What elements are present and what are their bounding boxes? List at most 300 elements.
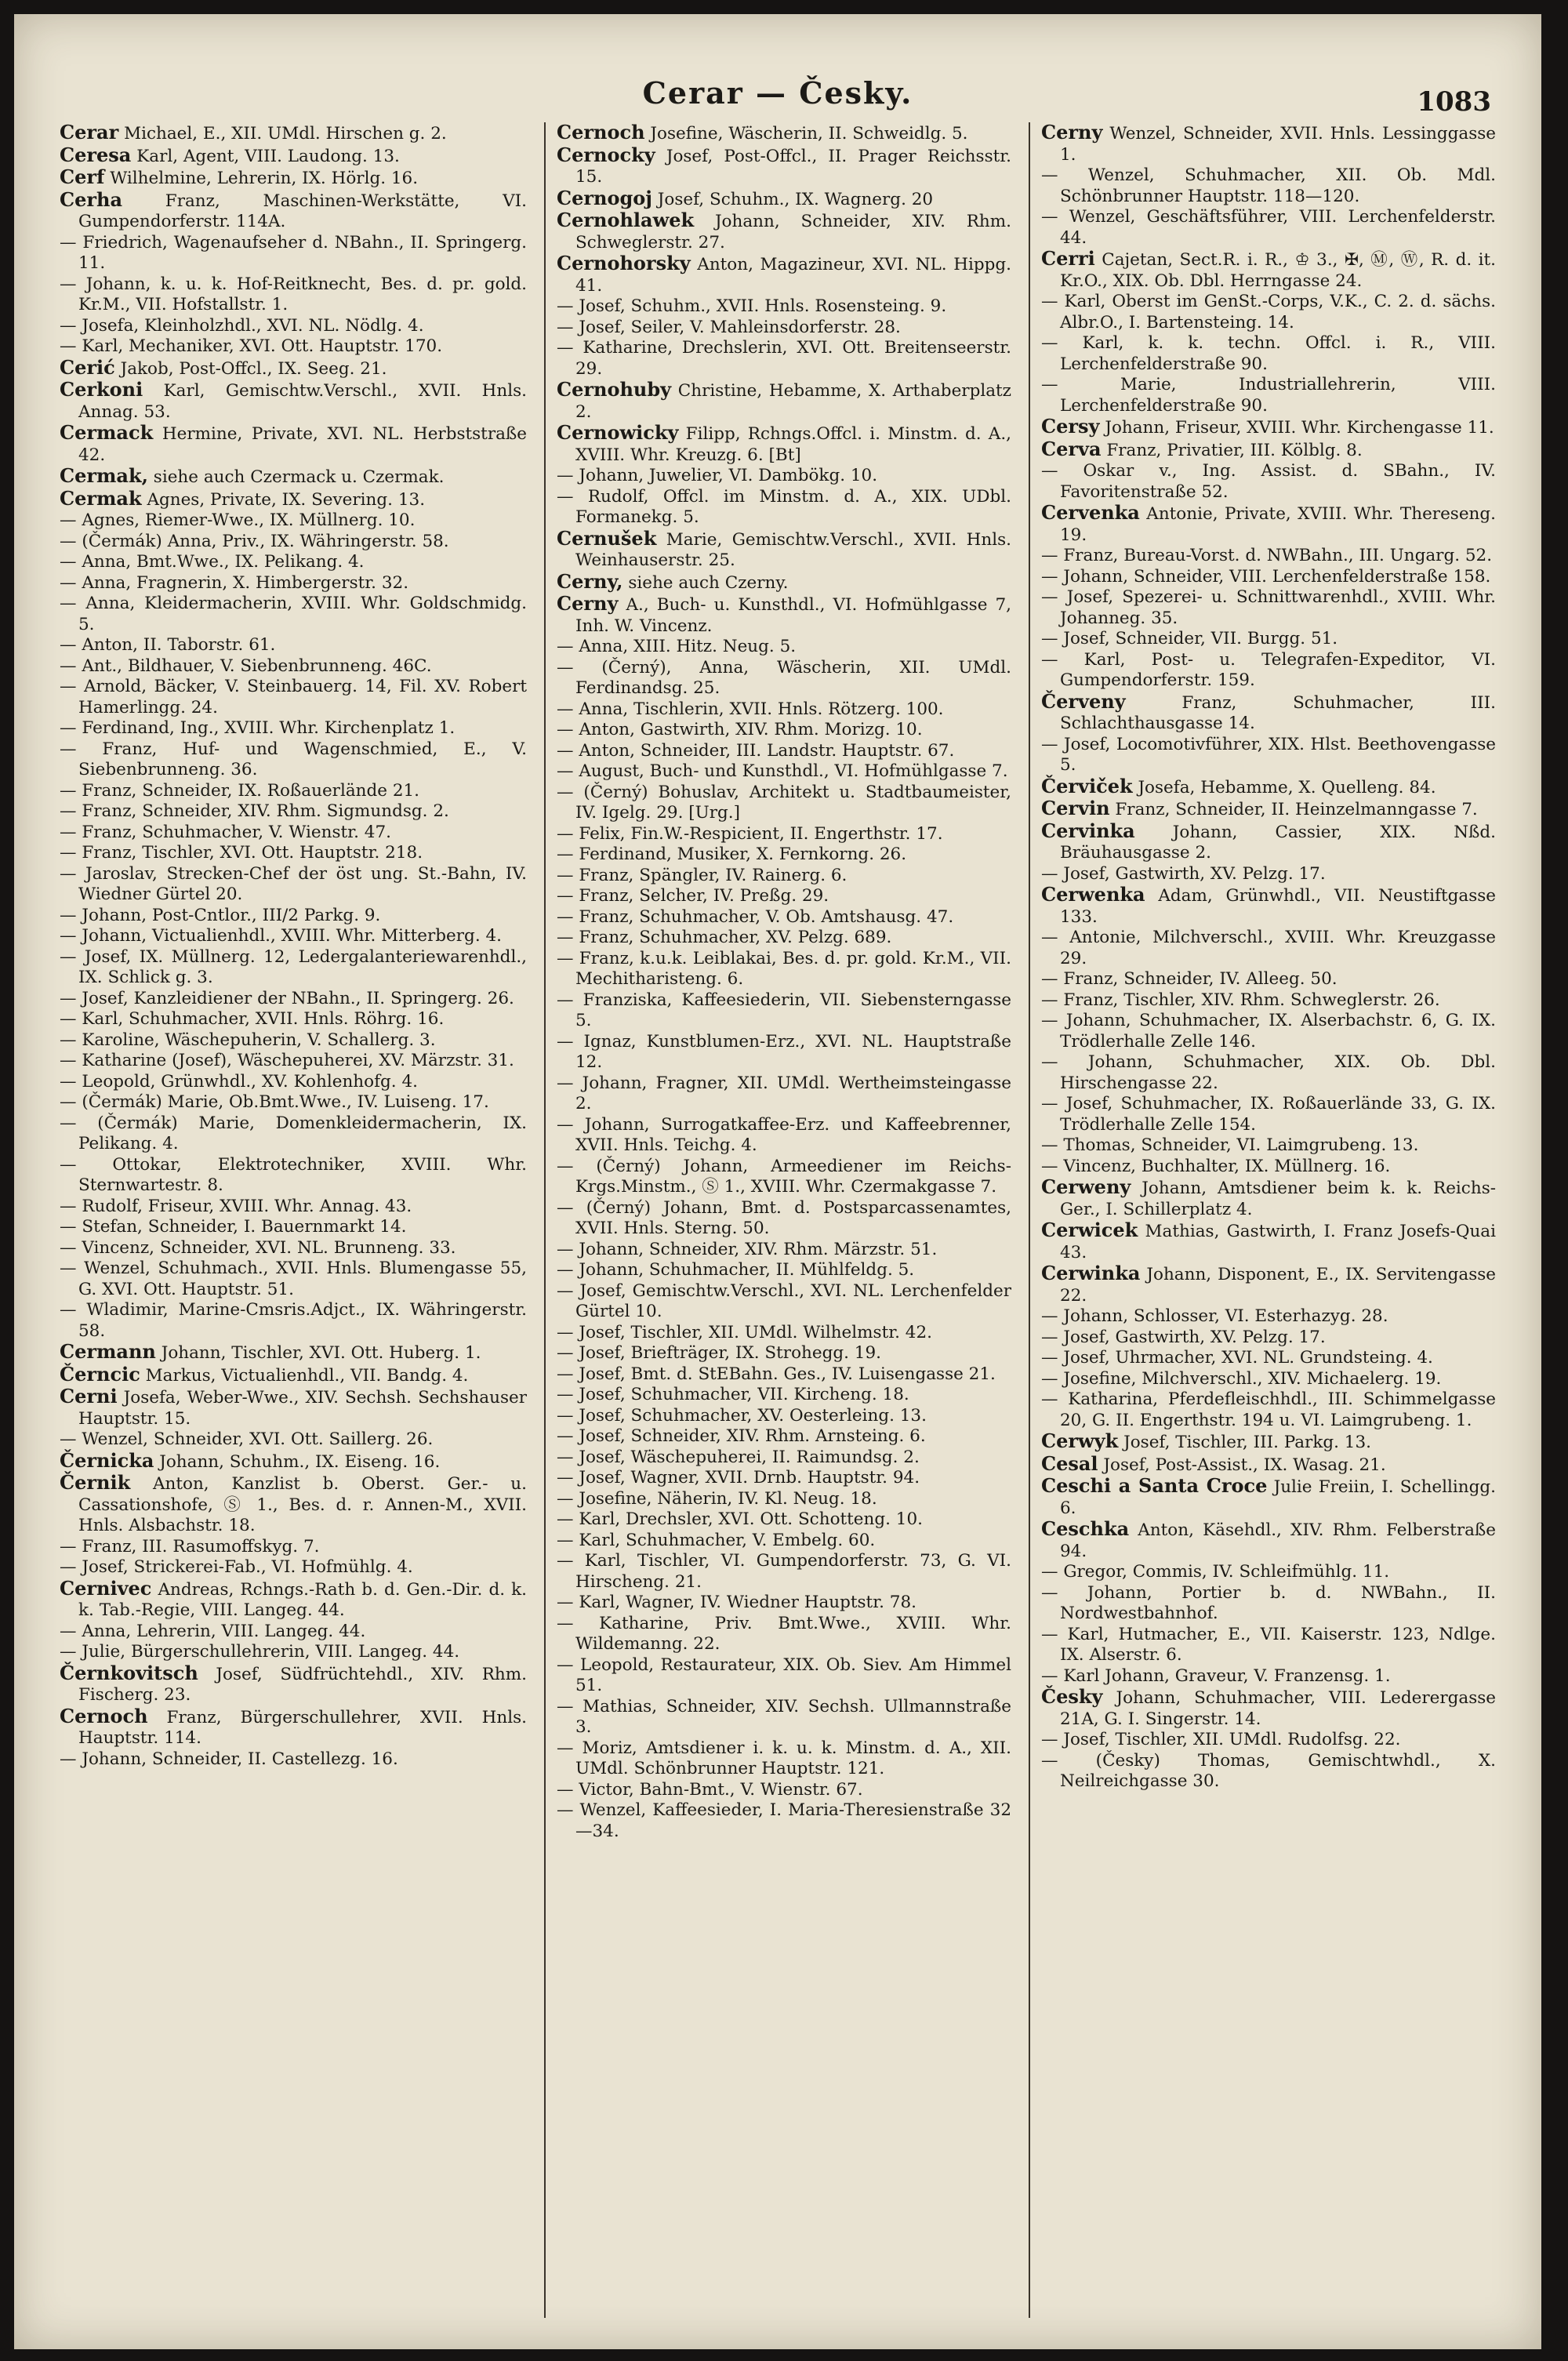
entry-surname: Ceschka [1041,1517,1130,1540]
directory-entry [557,1655,1011,1697]
directory-entry [60,532,527,553]
entry-details: Johann, Tischler, XVI. Ott. Huberg. 1. [161,1343,481,1363]
entry-details: — Josef, Schuhmacher, IX. Roßauerlände 33, G. IX. Trödlerhalle Zelle 154. [1041,1094,1496,1135]
directory-entry [1041,1328,1496,1349]
entry-details: — Agnes, Riemer-Wwe., IX. Müllnerg. 10. [60,510,416,530]
entry-details: — Wenzel, Schuhmach., XVII. Hnls. Blumengasse 55, G. XVI. Ott. Hauptstr. 51. [60,1259,527,1299]
entry-details: Michael, E., XII. UMdl. Hirschen g. 2. [124,124,447,143]
directory-entry [557,253,1011,296]
directory-entry [557,845,1011,866]
entry-details: — Johann, Fragner, XII. UMdl. Wertheimsteingasse 2. [557,1073,1011,1113]
directory-entry [60,1155,527,1197]
directory-entry [557,1260,1011,1281]
directory-entry [1041,1431,1496,1454]
directory-entry [557,783,1011,824]
directory-entry [60,423,527,466]
entry-details: Franz, Schneider, II. Heinzelmanngasse 7. [1115,800,1478,819]
entry-details: Johann, Schuhm., IX. Eiseng. 16. [159,1451,441,1472]
entry-details: — Josef, Strickerei-Fab., VI. Hofmühlg. 4. [60,1557,413,1577]
directory-entry [60,510,527,532]
directory-entry [557,1426,1011,1447]
directory-entry [1041,689,1496,735]
directory-entry [557,741,1011,762]
entry-details: — Johann, k. u. k. Hof-Reitknecht, Bes. d. pr. gold. Kr.M., VII. Hofstallstr. 1. [60,274,527,314]
entry-details: — Josef, Seiler, V. Mahleinsdorferstr. 28. [557,317,901,337]
entry-details: — Karl, Oberst im GenSt.-Corps, V.K., C. 2. d. sächs. Albr.O., I. Bartensteing. 14. [1041,292,1496,332]
entry-details: — Franz, Bureau-Vorst. d. NWBahn., III. Ungarg. 52. [1041,546,1493,565]
directory-entry [60,635,527,656]
directory-entry [1041,1220,1496,1263]
entry-details: — Johann, Schuhmacher, II. Mühlfeldg. 5. [557,1260,915,1280]
entry-details: — Johann, Schuhmacher, XIX. Ob. Dbl. Hirschengasse 22. [1041,1052,1496,1093]
entry-details: Jakob, Post-Offcl., IX. Seeg. 21. [120,358,387,379]
entry-details: — Leopold, Grünwhdl., XV. Kohlenhofg. 4. [60,1071,418,1092]
entry-details: — Josef, Briefträger, IX. Strohegg. 19. [557,1343,881,1363]
directory-entry [557,380,1011,423]
directory-entry [557,569,1011,594]
directory-entry [60,989,527,1010]
directory-entry [60,947,527,989]
directory-entry [557,637,1011,658]
entry-details: — Wenzel, Schneider, XVI. Ott. Saillerg. 26. [60,1429,434,1449]
entry-details: — Karl, Schuhmacher, XVII. Hnls. Röhrg. 16. [60,1009,445,1029]
entry-details: Johann, Disponent, E., IX. Servitengasse 22. [1060,1265,1496,1306]
entry-details: Josef, Schuhm., IX. Wagnerg. 20 [657,189,934,209]
directory-entry [557,1738,1011,1780]
directory-entry [1041,1687,1496,1730]
directory-entry [60,552,527,573]
directory-entry [1041,546,1496,567]
directory-entry [1041,165,1496,207]
entry-surname: Cerwinka [1041,1262,1141,1284]
directory-entry [1041,884,1496,928]
entry-surname: Cerni [60,1385,118,1408]
entry-surname: Cernohuby [557,378,672,401]
entry-surname: Cernoch [557,122,645,143]
entry-surname: Černik [60,1471,131,1494]
entry-details: — Karl, k. k. techn. Offcl. i. R., VIII. Lerchenfelderstraße 90. [1041,333,1496,374]
entry-details: — Johann, Schneider, II. Castellezg. 16. [60,1749,398,1769]
directory-entry [1041,1519,1496,1562]
entry-details: — Franz, Schuhmacher, V. Wienstr. 47. [60,822,391,842]
directory-entry [557,1323,1011,1344]
entry-details: Josef, Post-Offcl., II. Prager Reichsstr. 15. [575,146,1011,187]
entry-details: — Wenzel, Schuhmacher, XII. Ob. Mdl. Schönbrunner Hauptstr. 118—120. [1041,165,1496,206]
directory-entry [60,1113,527,1155]
directory-entry [557,658,1011,699]
entry-details: — Karoline, Wäschepuherin, V. Schallerg. 3. [60,1030,436,1050]
directory-entry [60,167,527,190]
entry-details: — Anna, Fragnerin, X. Himbergerstr. 32. [60,572,409,593]
directory-entry [60,1009,527,1030]
entry-surname: Cermak, [60,464,148,487]
entry-details: Julie Freiin, I. Schellingg. 6. [1060,1477,1496,1518]
directory-entry [1041,1157,1496,1178]
directory-entry [60,926,527,947]
directory-entry [60,1386,527,1429]
entry-surname: Cerkoni [60,378,143,401]
directory-entry [1041,798,1496,821]
directory-entry [1041,735,1496,776]
entry-surname: Cerar [60,122,119,143]
directory-entry [60,122,527,145]
directory-entry [557,699,1011,721]
directory-entry [557,122,1011,145]
entry-details: — Franz, Huf- und Wagenschmied, E., V. Siebenbrunneng. 36. [60,739,527,779]
entry-details: — Katharine (Josef), Wäschepuherei, XV. Märzstr. 31. [60,1051,514,1070]
entry-details: — Wladimir, Marine-Cmsris.Adjct., IX. Währingerstr. 58. [60,1300,527,1341]
entry-surname: Cernivec [60,1576,152,1600]
directory-entry [60,1072,527,1093]
entry-surname: Cerri [1041,247,1095,270]
entry-details: — Friedrich, Wagenaufseher d. NBahn., II. Springerg. 11. [60,232,527,273]
entry-details: — Franz, Tischler, XVI. Ott. Hauptstr. 218. [60,843,423,863]
entry-surname: Cerwenka [1041,883,1145,906]
entry-details: — Anton, II. Taborstr. 61. [60,635,276,655]
directory-entry [1041,1476,1496,1519]
directory-entry [1041,1011,1496,1052]
directory-entry [557,1697,1011,1738]
entry-surname: Cerva [1041,437,1102,460]
directory-entry [60,316,527,337]
directory-entry [557,338,1011,380]
entry-details: — Johann, Schneider, XIV. Rhm. Märzstr. 51. [557,1239,938,1259]
directory-entry [60,1642,527,1663]
directory-entry [557,1032,1011,1073]
directory-entry [557,949,1011,990]
directory-entry [60,801,527,823]
entry-details: — Katharina, Pferdefleischhdl., III. Schimmelgasse 20, G. II. Engerthstr. 194 u. VI. Laimgrubeng. 1. [1041,1389,1496,1430]
directory-entry [60,1259,527,1300]
entry-surname: Cermack [60,421,154,444]
entry-details: — Moriz, Amtsdiener i. k. u. k. Minstm. d. A., XII. UMdl. Schönbrunner Hauptstr. 121. [557,1738,1011,1778]
entry-details: — Karl, Schuhmacher, V. Embelg. 60. [557,1530,876,1550]
directory-entry [60,1706,527,1749]
entry-details: — Johann, Victualienhdl., XVIII. Whr. Mitterberg. 4. [60,926,502,946]
directory-entry [60,187,527,233]
entry-surname: Cerny, [557,569,623,593]
directory-entry [557,1509,1011,1531]
entry-details: — Anna, Bmt.Wwe., IX. Pelikang. 4. [60,552,365,572]
entry-details: — Josef, Schuhm., XVII. Hnls. Rosensteing. 9. [557,296,947,316]
entry-surname: Cersy [1041,415,1100,438]
entry-details: — Josefine, Milchverschl., XIV. Michaelerg. 19. [1041,1368,1442,1389]
entry-surname: Červeny [1041,689,1126,713]
entry-surname: Česky [1041,1685,1103,1708]
entry-details: Johann, Amtsdiener beim k. k. Reichs-Ger., I. Schillerplatz 4. [1060,1179,1496,1219]
entry-details: — Johann, Juwelier, VI. Dambökg. 10. [557,466,878,485]
entry-details: Wenzel, Schneider, XVII. Hnls. Lessinggasse 1. [1060,124,1496,165]
directory-entry [60,1473,527,1537]
entry-details: Adam, Grünwhdl., VII. Neustiftgasse 133. [1060,886,1496,927]
directory-entry [557,526,1011,572]
entry-details: — (Čermák) Anna, Priv., IX. Währingerstr. 58. [60,531,449,551]
entry-details: — Josefine, Näherin, IV. Kl. Neug. 18. [557,1488,877,1509]
entry-surname: Cerić [60,355,115,379]
directory-entry [60,1448,527,1473]
entry-surname: Černcic [60,1362,140,1386]
entry-surname: Cernoch [60,1704,148,1727]
entry-details: — Josef, Schneider, VII. Burgg. 51. [1041,629,1338,648]
directory-entry [1041,1451,1496,1477]
directory-entry [60,739,527,781]
entry-details: — Wenzel, Kaffeesieder, I. Maria-Theresienstraße 32—34. [557,1800,1011,1841]
directory-entry [1041,567,1496,588]
directory-entry [1041,503,1496,546]
entry-details: — Ant., Bildhauer, V. Siebenbrunneng. 46C. [60,656,432,676]
entry-details: — Josef, Gemischtw.Verschl., XVI. NL. Lerchenfelder Gürtel 10. [557,1280,1011,1321]
entry-details: — Anton, Gastwirth, XIV. Rhm. Morizg. 10. [557,720,923,739]
entry-surname: Cesal [1041,1451,1098,1475]
entry-details: — Josefa, Kleinholzhdl., XVI. NL. Nödlg. 4. [60,315,424,336]
entry-surname: Cerha [60,187,123,211]
entry-details: — Marie, Industriallehrerin, VIII. Lerchenfelderstraße 90. [1041,375,1496,416]
entry-surname: Cernohorsky [557,252,691,274]
entry-details: Anton, Magazineur, XVI. NL. Hippg. 41. [575,255,1011,296]
directory-entry [557,1240,1011,1261]
directory-entry [60,594,527,635]
directory-entry [1041,1583,1496,1625]
directory-entry [557,1551,1011,1593]
directory-entry [1041,1052,1496,1094]
entry-surname: Černicka [60,1448,154,1472]
directory-entry [557,1115,1011,1157]
directory-entry [60,336,527,358]
entry-details: — Vincenz, Schneider, XVI. NL. Brunneng. 33. [60,1237,456,1258]
directory-entry [557,990,1011,1032]
directory-entry [557,210,1011,253]
entry-details: Josefine, Wäscherin, II. Schweidlg. 5. [650,124,968,143]
directory-entry [60,1342,527,1364]
entry-details: Karl, Gemischtw.Verschl., XVII. Hnls. Annag. 53. [78,381,527,422]
entry-surname: Cerwyk [1041,1429,1119,1452]
directory-entry [1041,249,1496,292]
directory-entry [1041,1730,1496,1751]
directory-entry [557,1531,1011,1552]
directory-entry [557,188,1011,211]
entry-details: — Julie, Bürgerschullehrerin, VIII. Langeg. 44. [60,1642,460,1662]
directory-entry [1041,1389,1496,1431]
entry-details: siehe auch Czermack u. Czermak. [153,467,445,487]
entry-details: — Ignaz, Kunstblumen-Erz., XVI. NL. Hauptstraße 12. [557,1031,1011,1072]
directory-entry [557,761,1011,783]
columns-container [60,122,1496,2318]
entry-surname: Cernohlawek [557,209,695,231]
entry-surname: Černkovitsch [60,1661,198,1684]
entry-details: Wilhelmine, Lehrerin, IX. Hörlg. 16. [110,169,419,188]
entry-details: — Josef, IX. Müllnerg. 12, Ledergalanteriewarenhdl., IX. Schlick g. 3. [60,946,527,987]
entry-details: — Karl, Tischler, VI. Gumpendorferstr. 73, G. VI. Hirscheng. 21. [557,1551,1011,1592]
column-1 [60,122,527,2318]
entry-details: — Antonie, Milchverschl., XVIII. Whr. Kreuzgasse 29. [1041,928,1496,968]
entry-details: Johann, Cassier, XIX. Nßd. Bräuhausgasse 2. [1060,822,1496,863]
entry-details: — Franz, Schneider, IV. Alleeg. 50. [1041,969,1338,989]
entry-details: — Franz, Schuhmacher, V. Ob. Amtshausg. 47. [557,906,954,927]
entry-details: — Josef, Wagner, XVII. Drnb. Hauptstr. 94. [557,1468,920,1487]
entry-details: — Anna, Tischlerin, XVII. Hnls. Rötzerg. 100. [557,699,944,719]
entry-surname: Ceresa [60,143,132,166]
directory-entry [557,423,1011,466]
entry-details: — Josef, Kanzleidiener der NBahn., II. Springerg. 26. [60,988,514,1008]
directory-entry [557,1593,1011,1614]
entry-details: Anton, Käsehdl., XIV. Rhm. Felberstraße 94. [1060,1520,1496,1561]
entry-surname: Cerweny [1041,1175,1131,1198]
entry-details: — Anton, Schneider, III. Landstr. Hauptstr. 67. [557,740,955,761]
directory-entry [557,1614,1011,1655]
directory-entry [557,1780,1011,1801]
directory-entry [557,1343,1011,1364]
directory-entry [1041,375,1496,416]
entry-details: — Ferdinand, Ing., XVIII. Whr. Kirchenplatz 1. [60,718,456,738]
entry-details: — Mathias, Schneider, XIV. Sechsh. Ullmannstraße 3. [557,1696,1011,1737]
entry-details: — Anna, XIII. Hitz. Neug. 5. [557,637,797,656]
entry-details: — Karl, Drechsler, XVI. Ott. Schotteng. 10. [557,1509,923,1529]
page-title: Cerar — Česky. [642,75,913,111]
directory-entry [60,486,527,511]
directory-entry [1041,928,1496,969]
entry-details: Franz, Bürgerschullehrer, XVII. Hnls. Hauptstr. 114. [78,1707,527,1748]
entry-surname: Cernušek [557,526,657,550]
entry-details: — Jaroslav, Strecken-Chef der öst ung. St.-Bahn, IV. Wiedner Gürtel 20. [60,863,527,904]
entry-surname: Ceschi a Santa Croce [1041,1474,1268,1497]
directory-entry [60,906,527,927]
entry-details: — Karl, Wagner, IV. Wiedner Hauptstr. 78. [557,1593,916,1612]
directory-entry [60,1622,527,1643]
directory-entry [60,380,527,423]
entry-surname: Cernocky [557,143,655,166]
entry-details: Antonie, Private, XVIII. Whr. Thereseng. 19. [1060,504,1496,545]
entry-surname: Cernogoj [557,186,652,209]
entry-details: — (Černý) Johann, Armeediener im Reichs-Krgs.Minstm., Ⓢ 1., XVIII. Whr. Czermakgasse 7. [557,1156,1011,1197]
entry-details: A., Buch- u. Kunsthdl., VI. Hofmühlgasse 7, Inh. W. Vincenz. [575,595,1011,636]
entry-details: Josefa, Weber-Wwe., XIV. Sechsh. Sechshauser Hauptstr. 15. [78,1388,527,1429]
directory-entry [1041,1094,1496,1135]
directory-entry [1041,629,1496,650]
directory-entry [1041,292,1496,333]
entry-details: — Franz, Schuhmacher, XV. Pelzg. 689. [557,928,892,947]
entry-details: — Karl, Post- u. Telegrafen-Expeditor, VI. Gumpendorferstr. 159. [1041,649,1496,690]
directory-entry [557,318,1011,339]
column-3 [1029,122,1496,2318]
entry-details: — Josef, Gastwirth, XV. Pelzg. 17. [1041,863,1326,884]
entry-surname: Cerwicek [1041,1219,1138,1241]
entry-details: — (Česky) Thomas, Gemischtwhdl., X. Neilreichgasse 30. [1041,1750,1496,1791]
directory-entry [557,296,1011,318]
directory-entry [1041,1562,1496,1583]
entry-surname: Cernowicky [557,421,679,444]
entry-details: Josef, Tischler, III. Parkg. 13. [1123,1433,1371,1452]
entry-details: — Josef, Locomotivführer, XIX. Hlst. Beethovengasse 5. [1041,734,1496,775]
directory-entry [557,1385,1011,1406]
entry-surname: Cerny [557,592,619,615]
entry-details: — Franz, Spängler, IV. Rainerg. 6. [557,865,848,885]
directory-entry [1041,333,1496,375]
directory-entry [557,1364,1011,1386]
directory-entry [60,1238,527,1259]
directory-entry [557,720,1011,741]
column-2 [544,122,1011,2318]
entry-details: Franz, Maschinen-Werkstätte, VI. Gumpendorferstr. 114A. [78,191,527,231]
entry-details: — Anna, Kleidermacherin, XVIII. Whr. Goldschmidg. 5. [60,594,527,634]
entry-details: — Thomas, Schneider, VI. Laimgrubeng. 13. [1041,1135,1419,1155]
entry-details: Filipp, Rchngs.Offcl. i. Minstm. d. A., XVIII. Whr. Kreuzg. 6. [Bt] [575,424,1011,465]
entry-details: Andreas, Rchngs.-Rath b. d. Gen.-Dir. d. k. k. Tab.-Regie, VIII. Langeg. 44. [78,1579,527,1620]
entry-details: — Franz, Schneider, XIV. Rhm. Sigmundsg. 2. [60,801,449,821]
directory-entry [60,843,527,864]
entry-details: Karl, Agent, VIII. Laudong. 13. [136,146,400,166]
entry-details: — (Čermák) Marie, Domenkleidermacherin, IX. Pelikang. 4. [60,1113,527,1153]
directory-entry [1041,990,1496,1012]
directory-entry [1041,1306,1496,1328]
entry-details: — (Černý) Johann, Bmt. d. Postsparcassenamtes, XVII. Hnls. Sterng. 50. [557,1197,1011,1238]
entry-details: — Josef, Spezerei- u. Schnittwarenhdl., XVIII. Whr. Johanneg. 35. [1041,587,1496,628]
directory-entry [557,1406,1011,1427]
entry-details: — Josef, Schneider, XIV. Rhm. Arnsteing. 6. [557,1426,926,1446]
entry-details: — Franz, Selcher, IV. Preßg. 29. [557,886,829,906]
directory-entry [1041,1625,1496,1666]
entry-details: — Karl Johann, Graveur, V. Franzensg. 1. [1041,1665,1391,1686]
entry-details: — Vincenz, Buchhalter, IX. Müllnerg. 16. [1041,1156,1391,1176]
directory-entry [1041,969,1496,990]
entry-details: — Victor, Bahn-Bmt., V. Wienstr. 67. [557,1779,863,1800]
directory-entry [557,145,1011,188]
entry-details: — Wenzel, Geschäftsführer, VIII. Lerchenfelderstr. 44. [1041,207,1496,248]
entry-details: — Stefan, Schneider, I. Bauernmarkt 14. [60,1217,407,1237]
directory-entry [60,1663,527,1706]
entry-details: — Josef, Tischler, XII. UMdl. Rudolfsg. 22. [1041,1730,1401,1749]
directory-entry [557,1157,1011,1198]
entry-details: — Gregor, Commis, IV. Schleifmühlg. 11. [1041,1562,1390,1582]
directory-entry [60,355,527,380]
entry-surname: Cermak [60,486,142,510]
entry-details: — Josef, Schuhmacher, VII. Kircheng. 18. [557,1385,909,1404]
directory-page [14,14,1541,2349]
directory-entry [557,1281,1011,1323]
entry-details: — Josef, Bmt. d. StEBahn. Ges., IV. Luisengasse 21. [557,1364,996,1384]
directory-entry [60,1537,527,1558]
entry-details: Johann, Schneider, XIV. Rhm. Schweglerstr. 27. [575,212,1011,252]
entry-details: — Johann, Portier b. d. NWBahn., II. Nordwestbahnhof. [1041,1582,1496,1623]
entry-details: — (Černý) Bohuslav, Architekt u. Stadtbaumeister, IV. Igelg. 29. [Urg.] [557,782,1011,823]
entry-details: — Oskar v., Ing. Assist. d. SBahn., IV. Favoritenstraße 52. [1041,461,1496,502]
entry-details: — Franziska, Kaffeesiederin, VII. Siebensterngasse 5. [557,990,1011,1030]
entry-details: — Johann, Schuhmacher, IX. Alserbachstr. 6, G. IX. Trödlerhalle Zelle 146. [1041,1011,1496,1052]
entry-details: Cajetan, Sect.R. i. R., ♔ 3., ✠, Ⓜ, Ⓦ, R. d. it. Kr.O., XIX. Ob. Dbl. Herrngasse 24. [1060,250,1496,291]
entry-details: — Rudolf, Offcl. im Minstm. d. A., XIX. UDbl. Formanekg. 5. [557,486,1011,527]
directory-entry [557,1447,1011,1469]
directory-entry [1041,439,1496,462]
entry-surname: Cermann [60,1340,156,1363]
entry-details: — Anna, Lehrerin, VIII. Langeg. 44. [60,1621,366,1641]
directory-entry [60,1051,527,1072]
directory-entry [557,1489,1011,1510]
directory-entry [1041,1135,1496,1157]
entry-surname: Cervenka [1041,501,1140,524]
directory-entry [60,718,527,739]
entry-details: Marie, Gemischtw.Verschl., XVII. Hnls. Weinhauserstr. 25. [575,529,1011,570]
directory-entry [60,1749,527,1771]
page-number: 1083 [1417,86,1491,118]
directory-entry [1041,776,1496,799]
directory-entry [557,1073,1011,1115]
entry-details: — Josef, Gastwirth, XV. Pelzg. 17. [1041,1327,1326,1347]
directory-entry [60,656,527,677]
directory-entry [557,866,1011,887]
entry-details: — Ottokar, Elektrotechniker, XVIII. Whr. Sternwartestr. 8. [60,1154,527,1195]
entry-details: — Josef, Uhrmacher, XVI. NL. Grundsteing. 4. [1041,1348,1433,1368]
entry-details: — Johann, Post-Cntlor., III/2 Parkg. 9. [60,905,381,925]
entry-details: — Franz, Tischler, XIV. Rhm. Schweglerstr. 26. [1041,990,1440,1010]
